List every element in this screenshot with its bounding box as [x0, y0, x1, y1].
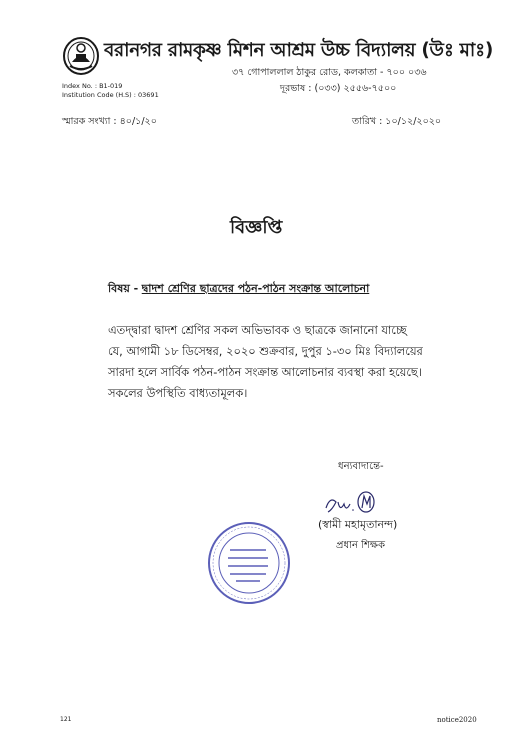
closing-text: ধন্যবাদান্তে-	[338, 461, 384, 472]
school-phone: দূরভাষ : (০৩৩) ২৫৫৬-৭৫০০	[280, 83, 397, 94]
index-number: Index No. : B1-019	[62, 82, 123, 90]
school-logo-icon	[62, 36, 100, 76]
school-stamp-icon	[206, 520, 292, 606]
signatory-name: (স্বামী মহামৃতানন্দ)	[318, 518, 398, 531]
notice-title: বিজ্ঞপ্তি	[230, 217, 283, 238]
notice-date: তারিখ : ১০/১২/২০২০	[352, 116, 442, 127]
footer-file-name: notice2020	[437, 716, 477, 724]
subject-text: দ্বাদশ শ্রেণির ছাত্রদের পঠন-পাঠন সংক্রান্ত আলোচনা	[141, 282, 370, 295]
subject-label: বিষয় -	[108, 282, 139, 295]
body-line: সকলের উপস্থিতি বাধ্যতামূলক।	[108, 386, 248, 400]
signatory-title: প্রধান শিক্ষক	[336, 540, 385, 551]
notice-subject	[108, 280, 369, 299]
body-line: সারদা হলে সার্বিক পঠন-পাঠন সংক্রান্ত আলোচনার ব্যবস্থা করা হয়েছে।	[108, 365, 422, 379]
memo-number: স্মারক সংখ্যা : ৪০/১/২০	[62, 116, 157, 127]
body-line: যে, আগামী ১৮ ডিসেম্বর, ২০২০ শুক্রবার, দুপুর ১-৩০ মিঃ বিদ্যালয়ের	[108, 344, 423, 358]
handwritten-signature	[322, 488, 382, 518]
institution-code: Institution Code (H.S) : 03691	[62, 91, 159, 99]
school-name: বরানগর রামকৃষ্ণ মিশন আশ্রম উচ্চ বিদ্যালয় (উঃ মাঃ)	[104, 40, 494, 61]
footer-page-code: 121	[60, 716, 72, 723]
notice-body	[108, 320, 452, 404]
school-address: ৩৭ গোপাললাল ঠাকুর রোড, কলকাতা - ৭০০ ০৩৬	[232, 67, 427, 78]
body-line: এতদ্দ্বারা দ্বাদশ শ্রেণির সকল অভিভাবক ও ছাত্রকে জানানো যাচ্ছে	[108, 323, 407, 337]
